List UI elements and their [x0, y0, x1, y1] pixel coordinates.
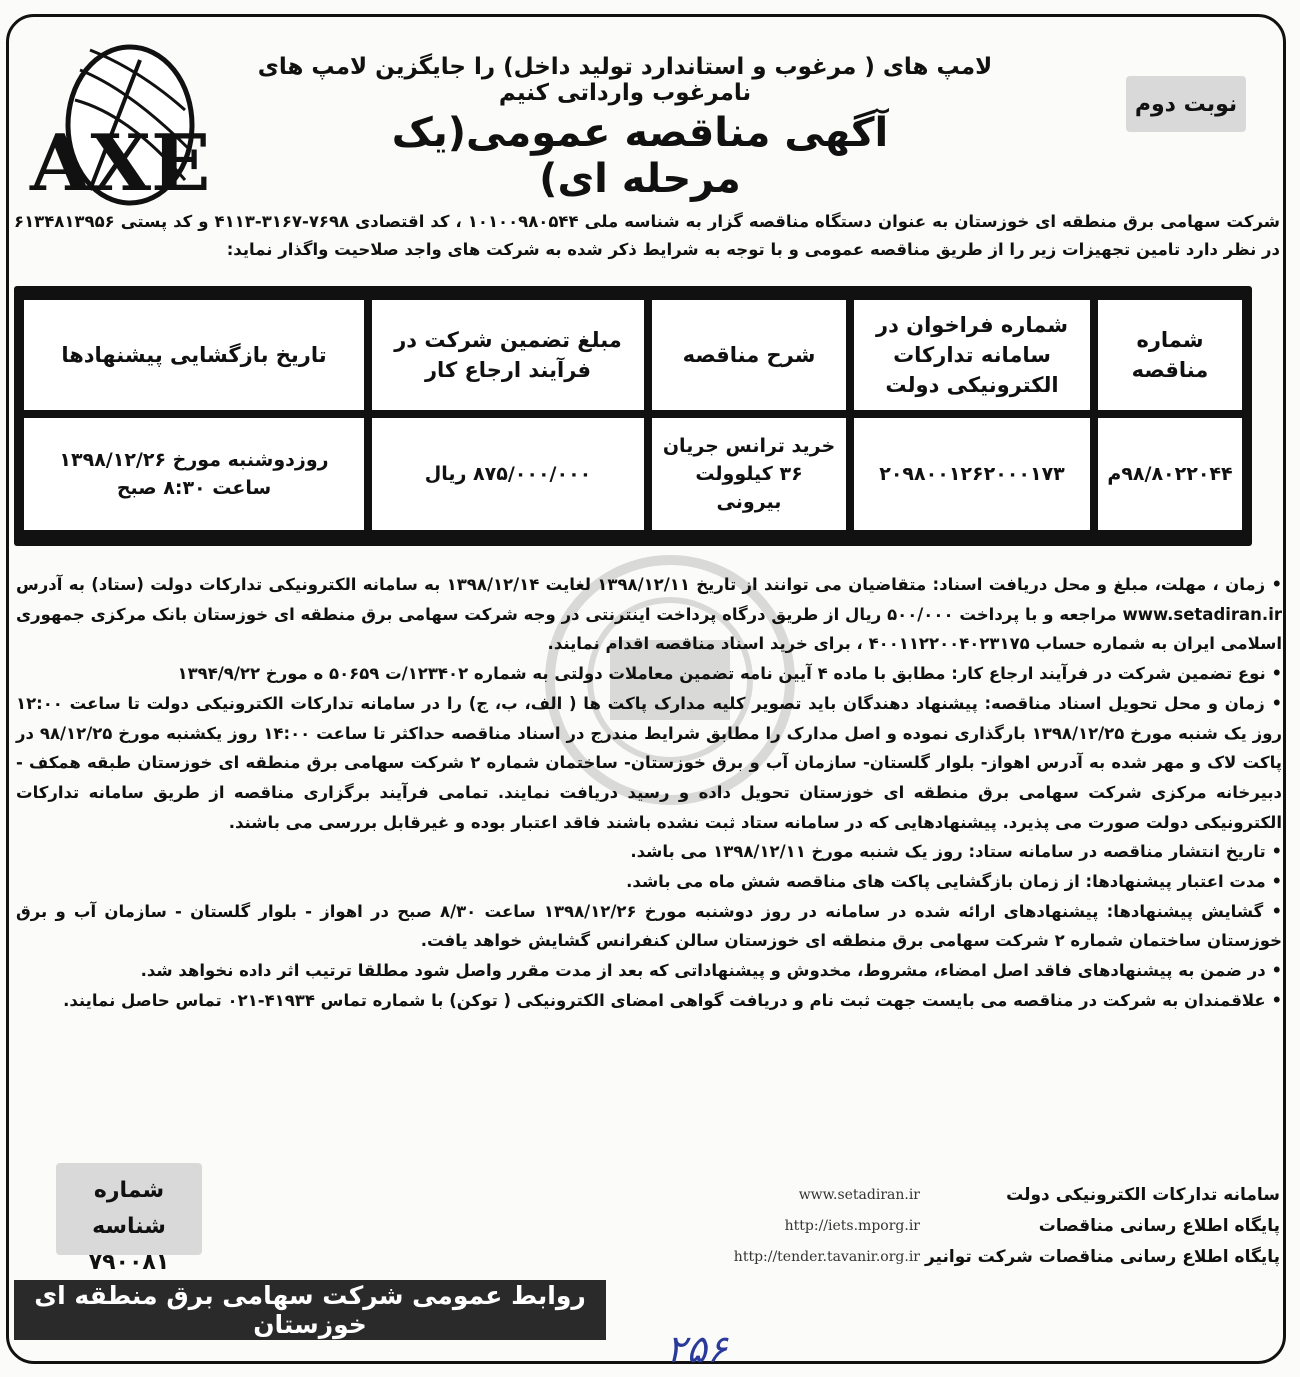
id-box	[56, 1163, 202, 1275]
cell-call-no: ۲۰۹۸۰۰۱۲۶۲۰۰۰۱۷۳	[854, 418, 1090, 530]
header-opening-date: تاریخ بازگشایی پیشنهادها	[24, 300, 364, 410]
id-number: ۷۹۰۰۸۱	[88, 1250, 170, 1275]
handwritten-number-text: ۲۵۶	[666, 1327, 728, 1371]
header-description: شرح مناقصه	[652, 300, 846, 410]
link-url[interactable]: http://tender.tavanir.org.ir	[733, 1249, 920, 1265]
condition-item: • در ضمن به پیشنهادهای فاقد اصل امضاء، مشروط، مخدوش و پیشنهاداتی که بعد از مدت مقرر واصل شود مطلقا ترتیب اثر داده نخواهد شد.	[140, 961, 1282, 981]
condition-item: • تاریخ انتشار مناقصه در سامانه ستاد: روز یک شنبه مورخ ۱۳۹۸/۱۲/۱۱ می باشد.	[630, 842, 1282, 862]
link-row	[660, 1242, 1280, 1273]
cell-opening-date: روزدوشنبه مورخ ۱۳۹۸/۱۲/۲۶ ساعت ۸:۳۰ صبح	[24, 418, 364, 530]
company-logo-icon	[20, 30, 210, 220]
header-guarantee: مبلغ تضمین شرکت در فرآیند ارجاع کار	[372, 300, 644, 410]
intro-paragraph: شرکت سهامی برق منطقه ای خوزستان به عنوان دستگاه مناقصه گزار به شناسه ملی ۱۰۱۰۰۹۸۰۵۴۴ ، کد اقتصادی ۷۶۹۸-۳۱۶۷-۴۱۱۳ و کد پستی ۶۱۳۴۸۱۳۹۵۶ در نظر دارد تامین تجهیزات زیر را از طریق مناقصه عمومی و با توجه به شرایط ذکر شده به شرکت های واجد صلاحیت واگذار نماید:	[14, 212, 1280, 259]
condition-item: • نوع تضمین شرکت در فرآیند ارجاع کار: مطابق با ماده ۴ آیین نامه تضمین معاملات دولتی به شماره ۱۲۳۴۰۲/ت ۵۰۶۵۹ ه مورخ ۱۳۹۴/۹/۲۲	[177, 664, 1282, 684]
condition-item: • مدت اعتبار پیشنهادها: از زمان بازگشایی پاکت های مناقصه شش ماه می باشد.	[626, 872, 1282, 892]
tender-table	[14, 286, 1252, 546]
header-call-no: شماره فراخوان در سامانه تدارکات الکترونیکی دولت	[854, 300, 1090, 410]
link-url[interactable]: http://iets.mporg.ir	[784, 1218, 920, 1234]
cell-guarantee: ۸۷۵/۰۰۰/۰۰۰ ریال	[372, 418, 644, 530]
slogan: لامپ های ( مرغوب و استاندارد تولید داخل) را جایگزین لامپ های نامرغوب وارداتی کنیم	[257, 54, 993, 106]
condition-item: • زمان و محل تحویل اسناد مناقصه: پیشنهاد دهندگان باید تصویر کلیه مدارک پاکت ها ( الف، ب، ج) را در سامانه تدارکات الکترونیکی دولت تا ساعت ۱۲:۰۰ روز یک شنبه مورخ ۱۳۹۸/۱۲/۲۵ بارگذاری نموده و اصل مدارک را مطابق شرایط مندرج در اسناد مناقصه حداکثر تا ساعت ۱۴:۰۰ روز یکشنبه مورخ ۹۸/۱۲/۲۵ در پاکت لاک و مهر شده به آدرس اهواز- بلوار گلستان- سازمان آب و برق خوزستان- ساختمان شماره ۲ شرکت سهامی برق منطقه ای خوزستان طبقه همکف - دبیرخانه مرکزی شرکت سهامی برق منطقه ای خوزستان تحویل داده و رسید دریافت نمایند. تمامی فرآیند برگزاری مناقصه از طریق سامانه تدارکات الکترونیکی دولت صورت می پذیرد. پیشنهادهایی که در سامانه ستاد ثبت نشده باشند فاقد اعتبار بوده و غیرقابل بررسی می باشند.	[16, 693, 1282, 832]
cell-tender-no: ۹۸/۸۰۲۲۰۴۴م	[1098, 418, 1242, 530]
footer-bar: روابط عمومی شرکت سهامی برق منطقه ای خوزستان	[14, 1280, 606, 1340]
link-label: پایگاه اطلاع رسانی مناقصات شرکت توانیر	[924, 1247, 1280, 1267]
link-row	[660, 1180, 1280, 1211]
link-label: پایگاه اطلاع رسانی مناقصات	[1038, 1216, 1280, 1236]
handwritten-number	[658, 1318, 768, 1374]
round-badge: نوبت دوم	[1126, 76, 1246, 132]
condition-item: • گشایش پیشنهادها: پیشنهادهای ارائه شده در سامانه در روز دوشنبه مورخ ۱۳۹۸/۱۲/۲۶ ساعت ۸/۳۰ صبح در اهواز - بلوار گلستان - سازمان آب و برق خوزستان ساختمان شماره ۲ شرکت سهامی برق منطقه ای خوزستان سالن کنفرانس گشایش خواهد یافت.	[16, 901, 1283, 951]
page-title: آگهی مناقصه عمومی(یک مرحله ای)	[391, 110, 889, 202]
link-label: سامانه تدارکات الکترونیکی دولت	[1006, 1185, 1280, 1205]
link-row	[660, 1211, 1280, 1242]
logo-text: AXE	[30, 118, 210, 209]
header-tender-no: شماره مناقصه	[1098, 300, 1242, 410]
condition-item: • زمان ، مهلت، مبلغ و محل دریافت اسناد: متقاضیان می توانند از تاریخ ۱۳۹۸/۱۲/۱۱ لغایت ۱۳۹۸/۱۲/۱۴ به سامانه الکترونیکی تدارکات دولت (ستاد) به آدرس www.setadiran.ir مراجعه و با پرداخت ۵۰۰/۰۰۰ ریال از طریق درگاه پرداخت اینترنتی در وجه شرکت سهامی برق منطقه ای خوزستان بانک مرکزی جمهوری اسلامی ایران به شماره حساب ۴۰۰۱۱۲۲۰۰۴۰۲۳۱۷۵ ، برای خرید اسناد مناقصه اقدام نمایند.	[16, 575, 1283, 654]
link-url[interactable]: www.setadiran.ir	[798, 1187, 920, 1203]
id-label: شماره شناسه	[92, 1178, 166, 1239]
condition-item: • علاقمندان به شرکت در مناقصه می بایست جهت ثبت نام و دریافت گواهی امضای الکترونیکی ( توکن) با شماره تماس ۴۱۹۳۴-۰۲۱ تماس حاصل نمایند.	[63, 990, 1282, 1010]
links-block	[660, 1180, 1280, 1273]
cell-description: خرید ترانس جریان ۳۶ کیلوولت بیرونی	[652, 418, 846, 530]
conditions-list	[16, 570, 1282, 1016]
